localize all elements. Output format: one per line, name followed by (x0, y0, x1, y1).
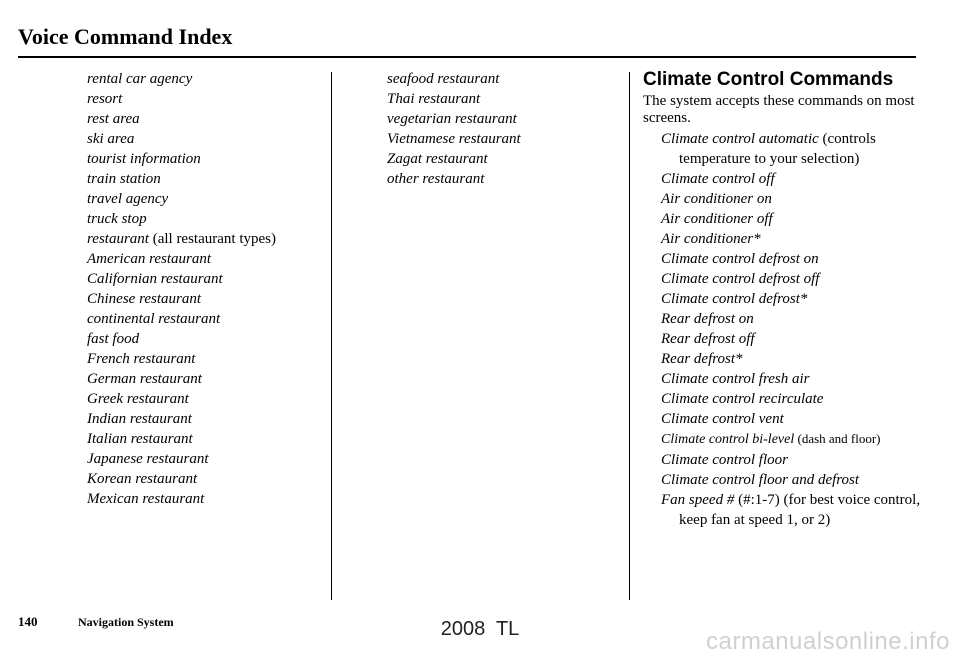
command-entry (87, 489, 276, 509)
command-text: Thai restaurant (387, 91, 481, 107)
command-text: Fan speed # (661, 492, 735, 508)
command-text: tourist information (87, 151, 201, 167)
command-text: Climate control vent (661, 411, 784, 427)
command-text: other restaurant (387, 171, 485, 187)
command-entry (87, 409, 276, 429)
command-entry (661, 369, 928, 389)
command-text: Californian restaurant (87, 271, 223, 287)
command-text: rental car agency (87, 71, 193, 87)
command-entry (661, 129, 928, 169)
command-entry (87, 209, 276, 229)
command-entry (387, 149, 521, 169)
command-entry (87, 249, 276, 269)
command-entry (387, 129, 521, 149)
section-intro: The system accepts these commands on most screens. (643, 93, 915, 126)
command-text: Rear defrost off (661, 331, 755, 347)
page-title: Voice Command Index (18, 24, 233, 49)
command-text: Chinese restaurant (87, 291, 202, 307)
command-entry (387, 69, 521, 89)
poi-list-column-1 (87, 69, 276, 509)
command-entry (661, 229, 928, 249)
command-entry (87, 109, 276, 129)
command-text: Rear defrost on (661, 311, 754, 327)
command-text: Climate control bi-level (661, 432, 795, 447)
command-text: seafood restaurant (387, 71, 500, 87)
command-text: rest area (87, 111, 140, 127)
command-entry (661, 209, 928, 229)
command-entry (87, 469, 276, 489)
command-text: fast food (87, 331, 140, 347)
command-text: Climate control defrost* (661, 291, 808, 307)
command-entry (87, 129, 276, 149)
command-note: (all restaurant types) (148, 231, 276, 247)
command-entry (661, 490, 928, 530)
command-text: Climate control recirculate (661, 391, 824, 407)
command-text: Indian restaurant (87, 411, 192, 427)
command-entry (661, 309, 928, 329)
command-entry (661, 189, 928, 209)
command-text: vegetarian restaurant (387, 111, 517, 127)
command-text: Climate control automatic (661, 131, 819, 147)
command-text: German restaurant (87, 371, 202, 387)
command-entry (87, 169, 276, 189)
command-note: (dash and floor) (794, 431, 881, 446)
command-text: Air conditioner on (661, 191, 772, 207)
command-entry (661, 269, 928, 289)
command-text: Mexican restaurant (87, 491, 205, 507)
command-text: ski area (87, 131, 135, 147)
command-text: Zagat restaurant (387, 151, 488, 167)
command-entry (661, 289, 928, 309)
command-entry (387, 89, 521, 109)
command-entry (87, 369, 276, 389)
command-entry (87, 389, 276, 409)
command-text: Climate control defrost off (661, 271, 820, 287)
climate-command-list (643, 129, 928, 530)
command-note: (#:1-7) (for best voice control, keep fan at speed 1, or 2) (679, 492, 921, 528)
command-text: Air conditioner off (661, 211, 773, 227)
command-entry (387, 109, 521, 129)
command-text: truck stop (87, 211, 147, 227)
command-entry (87, 89, 276, 109)
model-label: 2008 TL (440, 618, 520, 640)
command-text: Climate control floor (661, 452, 788, 468)
command-entry (87, 229, 276, 249)
command-text: American restaurant (87, 251, 212, 267)
command-text: Rear defrost* (661, 351, 743, 367)
command-entry (661, 409, 928, 429)
command-entry (87, 329, 276, 349)
command-text: Italian restaurant (87, 431, 193, 447)
command-entry (661, 329, 928, 349)
site-watermark: carmanualsonline.info (706, 628, 950, 655)
command-entry (661, 169, 928, 189)
column-divider-1 (331, 72, 332, 600)
command-entry (661, 249, 928, 269)
command-text: train station (87, 171, 161, 187)
command-text: resort (87, 91, 123, 107)
command-entry (87, 289, 276, 309)
command-text: travel agency (87, 191, 169, 207)
command-text: Climate control fresh air (661, 371, 810, 387)
command-text: Climate control floor and defrost (661, 472, 860, 488)
command-entry (87, 149, 276, 169)
command-text: Korean restaurant (87, 471, 198, 487)
climate-section (643, 69, 928, 530)
command-entry (87, 69, 276, 89)
command-text: Vietnamese restaurant (387, 131, 521, 147)
command-text: Air conditioner* (661, 231, 761, 247)
command-entry (87, 189, 276, 209)
command-text: restaurant (87, 231, 149, 247)
section-title: Climate Control Commands (643, 69, 894, 90)
page-number: 140 (18, 614, 38, 629)
title-divider (18, 56, 916, 58)
footer-section-name: Navigation System (78, 615, 174, 629)
command-note: (controls temperature to your selection) (679, 131, 876, 167)
command-entry (87, 429, 276, 449)
column-divider-2 (629, 72, 630, 600)
command-text: French restaurant (87, 351, 196, 367)
command-entry (661, 389, 928, 409)
command-text: Greek restaurant (87, 391, 189, 407)
command-entry (87, 309, 276, 329)
command-entry (661, 349, 928, 369)
command-entry (661, 470, 928, 490)
command-entry (387, 169, 521, 189)
command-entry (87, 449, 276, 469)
command-text: Japanese restaurant (87, 451, 209, 467)
command-entry (661, 429, 928, 450)
command-entry (87, 269, 276, 289)
command-entry (87, 349, 276, 369)
poi-list-column-2 (387, 69, 521, 189)
command-text: Climate control defrost on (661, 251, 819, 267)
command-text: continental restaurant (87, 311, 221, 327)
command-text: Climate control off (661, 171, 775, 187)
command-entry (661, 450, 928, 470)
